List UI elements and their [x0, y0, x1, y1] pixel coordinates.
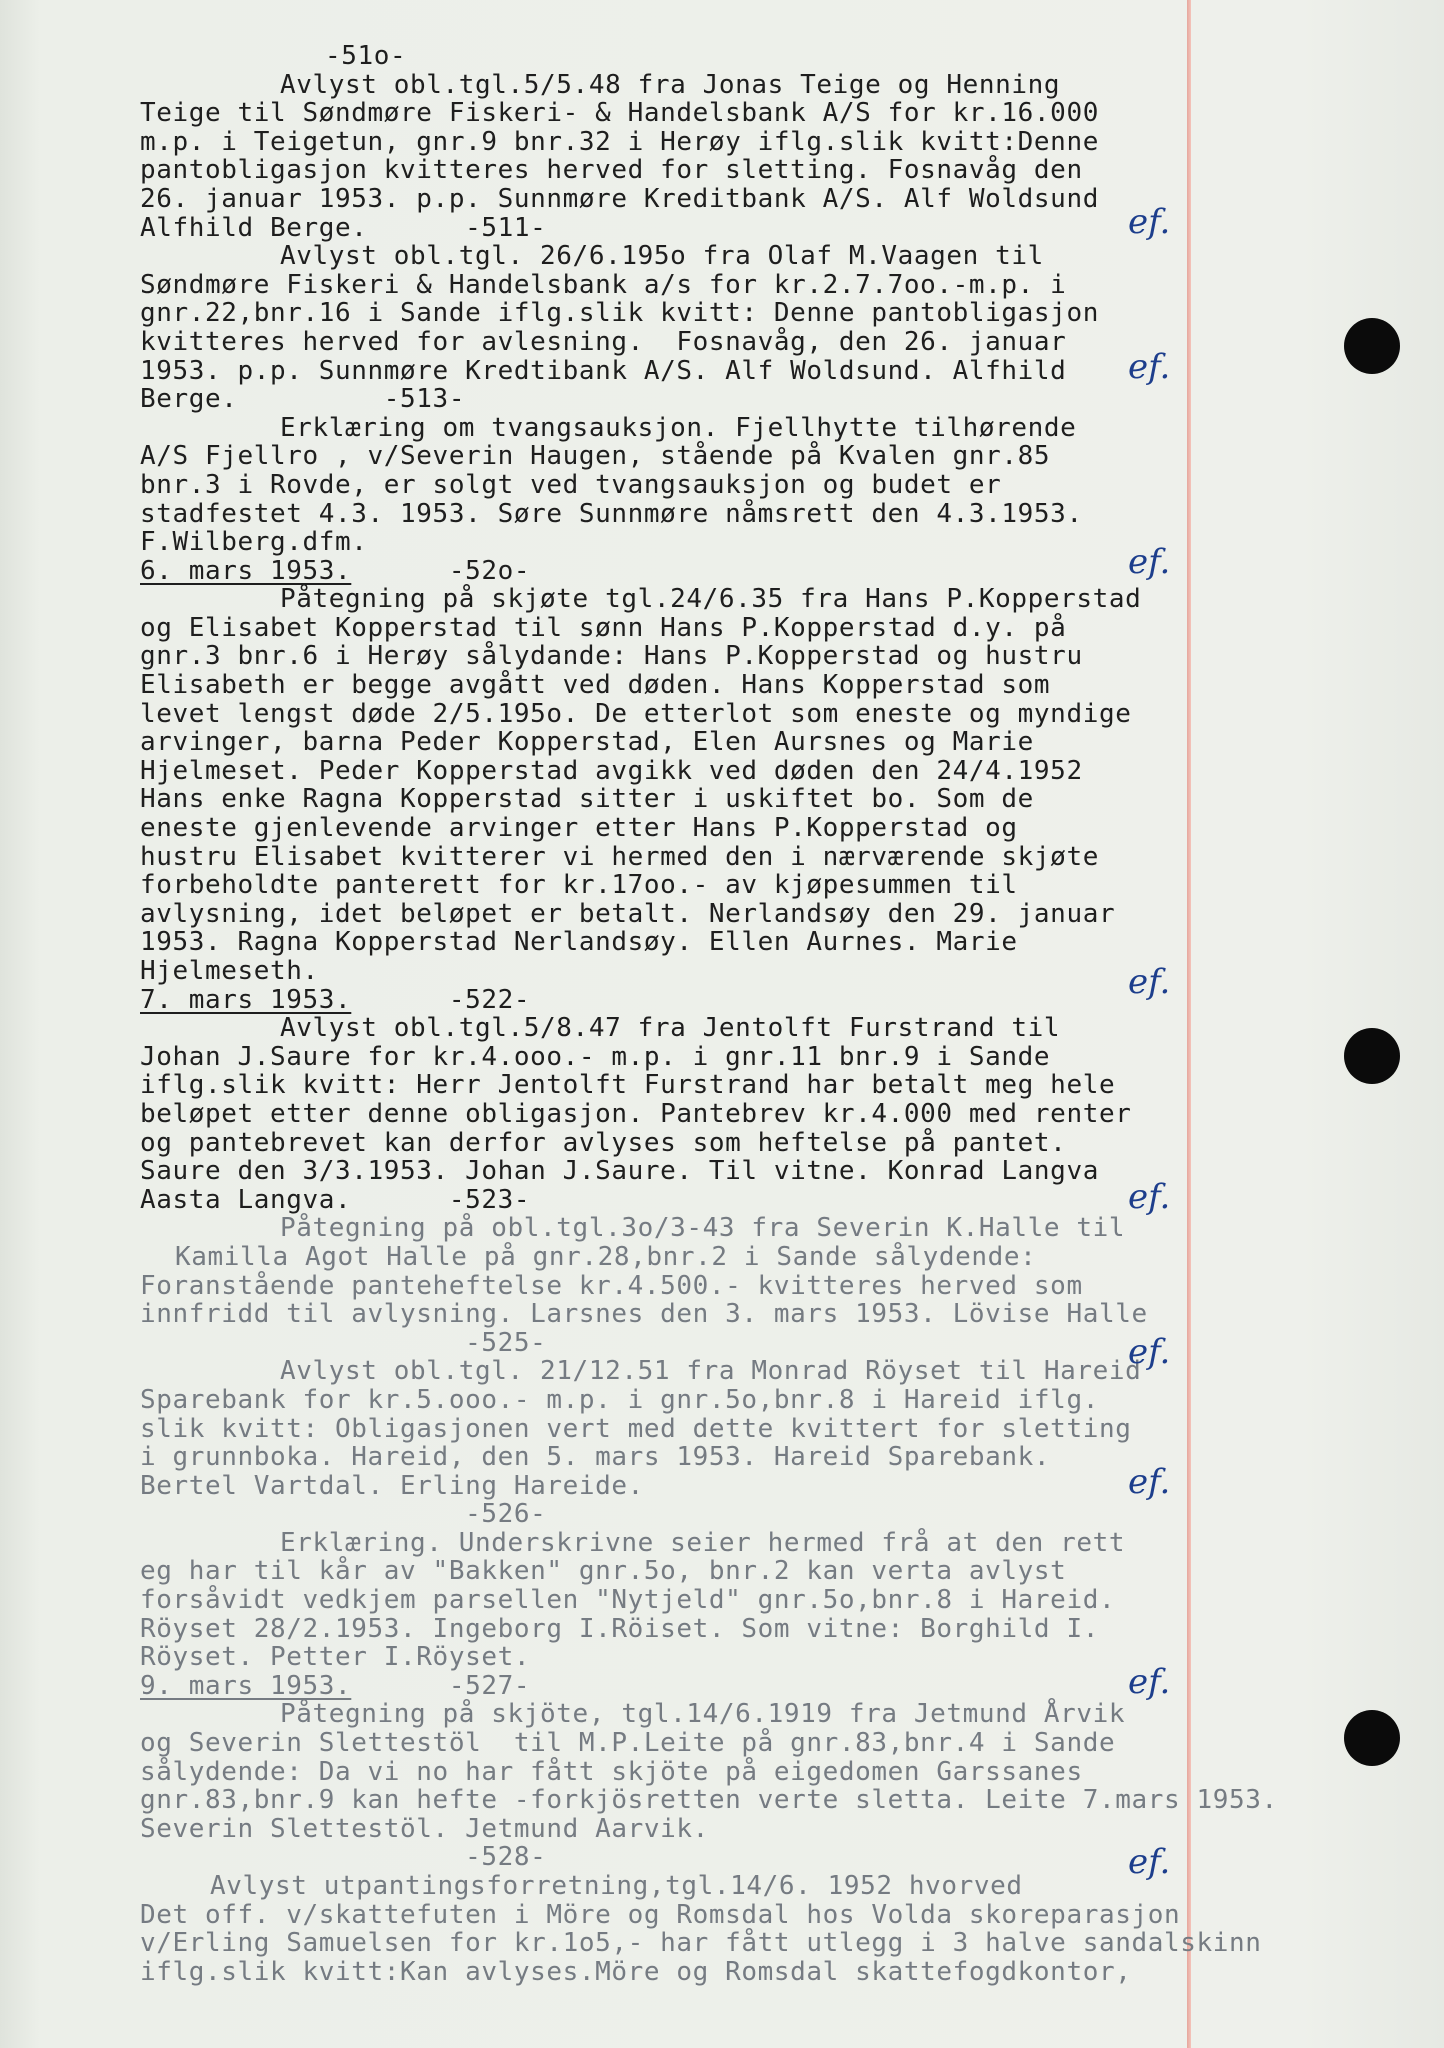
line-text: Avlyst obl.tgl.5/5.48 fra Jonas Teige og Henning: [280, 69, 1061, 100]
text-line: [0, 1329, 1200, 1358]
text-line: [0, 900, 1200, 929]
line-text: Avlyst obl.tgl.5/8.47 fra Jentolft Furstrand til: [280, 1013, 1061, 1044]
line-text: Påtegning på obl.tgl.3o/3-43 fra Severin K.Halle til: [280, 1213, 1126, 1244]
text-line: [0, 1043, 1200, 1072]
line-text: Johan J.Saure for kr.4.ooo.- m.p. i gnr.11 bnr.9 i Sande: [140, 1041, 1051, 1072]
line-text: iflg.slik kvitt: Herr Jentolft Furstrand har betalt meg hele: [140, 1070, 1116, 1101]
margin-mark: ef.: [1128, 542, 1171, 582]
line-text: og Severin Slettestöl til M.P.Leite på gnr.83,bnr.4 i Sande: [140, 1728, 1116, 1759]
text-line: [0, 843, 1200, 872]
text-line: [0, 1672, 1200, 1701]
text-line: [0, 1186, 1200, 1215]
text-line: [0, 700, 1200, 729]
line-text: gnr.22,bnr.16 i Sande iflg.slik kvitt: Denne pantobligasjon: [140, 298, 1099, 329]
line-text: 1953. Ragna Kopperstad Nerlandsøy. Ellen Aurnes. Marie: [140, 927, 1018, 958]
text-line: [0, 1415, 1200, 1444]
text-line: [0, 728, 1200, 757]
text-line: [0, 99, 1200, 128]
line-text: Saure den 3/3.1953. Johan J.Saure. Til vitne. Konrad Langva: [140, 1156, 1099, 1187]
line-text: i grunnboka. Hareid, den 5. mars 1953. Hareid Sparebank.: [140, 1442, 1051, 1473]
text-line: [0, 1586, 1200, 1615]
text-line: [0, 1357, 1200, 1386]
text-line: [0, 1472, 1200, 1501]
line-text: bnr.3 i Rovde, er solgt ved tvangsauksjon og budet er: [140, 469, 1002, 500]
text-line: [0, 471, 1200, 500]
text-line: [0, 42, 1200, 71]
binder-hole-bottom: [1344, 1710, 1400, 1766]
text-line: [0, 871, 1200, 900]
text-line: [0, 357, 1200, 386]
line-text: Påtegning på skjöte, tgl.14/6.1919 fra Jetmund Årvik: [280, 1699, 1126, 1730]
text-line: [0, 1272, 1200, 1301]
margin-mark: ef.: [1128, 347, 1171, 387]
text-line: [0, 642, 1200, 671]
text-line: [0, 71, 1200, 100]
text-line: [0, 1557, 1200, 1586]
line-text: Det off. v/skattefuten i Möre og Romsdal hos Volda skoreparasjon: [140, 1899, 1181, 1930]
line-text: forsåvidt vedkjem parsellen "Nytjeld" gnr.5o,bnr.8 i Hareid.: [140, 1585, 1116, 1616]
text-line: [0, 1700, 1200, 1729]
line-text: eneste gjenlevende arvinger etter Hans P.Kopperstad og: [140, 813, 1018, 844]
line-text: levet lengst døde 2/5.195o. De etterlot som eneste og myndige: [140, 698, 1132, 729]
text-line: [0, 185, 1200, 214]
line-text: m.p. i Teigetun, gnr.9 bnr.32 i Herøy iflg.slik kvitt:Denne: [140, 126, 1099, 157]
entry-number: -522-: [351, 984, 531, 1015]
entry-number: -527-: [351, 1670, 531, 1701]
text-line: [0, 414, 1200, 443]
line-text: Avlyst utpantingsforretning,tgl.14/6. 1952 hvorved: [210, 1871, 1023, 1901]
line-text: F.Wilberg.dfm.: [140, 527, 368, 558]
line-text: Alfhild Berge. -511-: [140, 212, 547, 243]
text-line: [0, 156, 1200, 185]
line-text: Röyset 28/2.1953. Ingeborg I.Röiset. Som vitne: Borghild I.: [140, 1613, 1099, 1644]
line-text: pantobligasjon kvitteres herved for sletting. Fosnavåg den: [140, 155, 1083, 186]
text-line: [0, 585, 1200, 614]
line-text: Søndmøre Fiskeri & Handelsbank a/s for kr.2.7.7oo.-m.p. i: [140, 269, 1067, 300]
line-text: Hans enke Ragna Kopperstad sitter i uskiftet bo. Som de: [140, 784, 1034, 815]
text-line: [0, 1014, 1200, 1043]
line-text: 26. januar 1953. p.p. Sunnmøre Kreditbank A/S. Alf Woldsund: [140, 183, 1099, 214]
text-line: [0, 557, 1200, 586]
ledger-text: [0, 41, 1278, 1987]
line-text: iflg.slik kvitt:Kan avlyses.Möre og Romsdal skattefogdkontor,: [140, 1956, 1132, 1987]
text-line: [0, 214, 1200, 243]
entry-date: 6. mars 1953.: [140, 555, 352, 586]
line-text: Sparebank for kr.5.ooo.- m.p. i gnr.5o,bnr.8 i Hareid iflg.: [140, 1384, 1099, 1415]
text-line: [0, 1901, 1200, 1930]
text-line: [0, 1243, 1200, 1272]
line-text: gnr.83,bnr.9 kan hefte -forkjösretten verte sletta. Leite 7.mars 1953.: [140, 1785, 1278, 1816]
text-line: [0, 1928, 1262, 1959]
binder-hole-middle: [1344, 1028, 1400, 1084]
text-line: [0, 128, 1200, 157]
line-text: -528-: [140, 1842, 547, 1873]
line-text: v/Erling Samuelsen for kr.1o5,- har fått utlegg i 3 halve sandalskinn: [140, 1928, 1262, 1959]
text-line: [0, 1386, 1200, 1415]
line-text: Aasta Langva. -523-: [140, 1184, 531, 1215]
text-line: [0, 957, 1200, 986]
line-text: og Elisabet Kopperstad til sønn Hans P.Kopperstad d.y. på: [140, 612, 1067, 643]
line-text: Berge. -513-: [140, 384, 466, 415]
line-text: og pantebrevet kan derfor avlyses som heftelse på pantet.: [140, 1127, 1067, 1158]
line-text: Hjelmeseth.: [140, 956, 319, 986]
line-text: Foranstående panteheftelse kr.4.500.- kvitteres herved som: [140, 1270, 1083, 1301]
line-text: stadfestet 4.3. 1953. Søre Sunnmøre nåmsrett den 4.3.1953.: [140, 498, 1083, 529]
line-text: beløpet etter denne obligasjon. Pantebrev kr.4.000 med renter: [140, 1098, 1132, 1129]
line-text: -51o-: [325, 41, 407, 71]
margin-mark: ef.: [1128, 202, 1171, 242]
text-line: [0, 614, 1200, 643]
entry-number: -52o-: [351, 555, 531, 586]
text-line: [0, 1214, 1200, 1243]
margin-mark: ef.: [1128, 1842, 1171, 1882]
margin-mark: ef.: [1128, 1332, 1171, 1372]
line-text: Elisabeth er begge avgått ved døden. Hans Kopperstad som: [140, 670, 1051, 701]
text-line: [0, 500, 1200, 529]
text-line: [0, 271, 1200, 300]
line-text: Hjelmeset. Peder Kopperstad avgikk ved døden den 24/4.1952: [140, 755, 1083, 786]
line-text: avlysning, idet beløpet er betalt. Nerlandsøy den 29. januar: [140, 898, 1116, 929]
margin-mark: ef.: [1128, 1177, 1171, 1217]
line-text: Röyset. Petter I.Röyset.: [140, 1642, 531, 1673]
text-line: [0, 1815, 1200, 1844]
text-line: [0, 1300, 1200, 1329]
text-line: [0, 1643, 1200, 1672]
text-line: [0, 528, 1200, 557]
line-text: Erklæring om tvangsauksjon. Fjellhytte tilhørende: [280, 412, 1077, 443]
text-line: [0, 1529, 1200, 1558]
text-line: [0, 1758, 1200, 1787]
line-text: kvitteres herved for avlesning. Fosnavåg, den 26. januar: [140, 326, 1067, 357]
text-line: [0, 1443, 1200, 1472]
text-line: [0, 1615, 1200, 1644]
text-line: [0, 928, 1200, 957]
text-line: [0, 757, 1200, 786]
text-line: [0, 242, 1200, 271]
margin-mark: ef.: [1128, 1662, 1171, 1702]
line-text: hustru Elisabet kvitterer vi hermed den i nærværende skjøte: [140, 841, 1099, 872]
margin-mark: ef.: [1128, 962, 1171, 1002]
text-line: [0, 986, 1200, 1015]
line-text: Avlyst obl.tgl. 21/12.51 fra Monrad Röyset til Hareid: [280, 1356, 1142, 1387]
line-text: -526-: [140, 1499, 547, 1530]
line-text: forbeholdte panterett for kr.17oo.- av kjøpesummen til: [140, 870, 1018, 901]
text-line: [0, 1729, 1200, 1758]
line-text: sålydende: Da vi no har fått skjöte på eigedomen Garssanes: [140, 1756, 1083, 1787]
text-line: [0, 1843, 1200, 1872]
binder-hole-top: [1344, 318, 1400, 374]
entry-date: 9. mars 1953.: [140, 1670, 352, 1701]
line-text: gnr.3 bnr.6 i Herøy sålydande: Hans P.Kopperstad og hustru: [140, 641, 1083, 672]
margin-mark: ef.: [1128, 1462, 1171, 1502]
text-line: [0, 299, 1200, 328]
line-text: Avlyst obl.tgl. 26/6.195o fra Olaf M.Vaagen til: [280, 241, 1044, 272]
line-text: A/S Fjellro , v/Severin Haugen, stående på Kvalen gnr.85: [140, 441, 1051, 472]
line-text: -525-: [140, 1327, 547, 1358]
line-text: Påtegning på skjøte tgl.24/6.35 fra Hans P.Kopperstad: [280, 584, 1142, 615]
text-line: [0, 1129, 1200, 1158]
text-line: [0, 785, 1200, 814]
line-text: innfridd til avlysning. Larsnes den 3. mars 1953. Lövise Halle: [140, 1299, 1148, 1330]
text-line: [0, 1785, 1278, 1816]
text-line: [0, 328, 1200, 357]
text-line: [0, 1071, 1200, 1100]
text-line: [0, 1157, 1200, 1186]
line-text: 1953. p.p. Sunnmøre Kredtibank A/S. Alf Woldsund. Alfhild: [140, 355, 1067, 386]
line-text: Teige til Søndmøre Fiskeri- & Handelsbank A/S for kr.16.000: [140, 98, 1099, 129]
entry-date: 7. mars 1953.: [140, 984, 352, 1015]
text-line: [0, 1500, 1200, 1529]
line-text: Severin Slettestöl. Jetmund Aarvik.: [140, 1813, 709, 1844]
line-text: Erklæring. Underskrivne seier hermed frå at den rett: [280, 1527, 1126, 1558]
text-line: [0, 1872, 1200, 1901]
line-text: Bertel Vartdal. Erling Hareide.: [140, 1470, 644, 1501]
line-text: eg har til kår av "Bakken" gnr.5o, bnr.2 kan verta avlyst: [140, 1556, 1067, 1587]
text-line: [0, 671, 1200, 700]
line-text: arvinger, barna Peder Kopperstad, Elen Aursnes og Marie: [140, 727, 1034, 758]
text-line: [0, 442, 1200, 471]
text-line: [0, 385, 1200, 414]
line-text: Kamilla Agot Halle på gnr.28,bnr.2 i Sande sålydende:: [175, 1241, 1037, 1272]
line-text: slik kvitt: Obligasjonen vert med dette kvittert for sletting: [140, 1413, 1132, 1444]
text-line: [0, 1958, 1200, 1987]
text-line: [0, 1100, 1200, 1129]
text-line: [0, 814, 1200, 843]
